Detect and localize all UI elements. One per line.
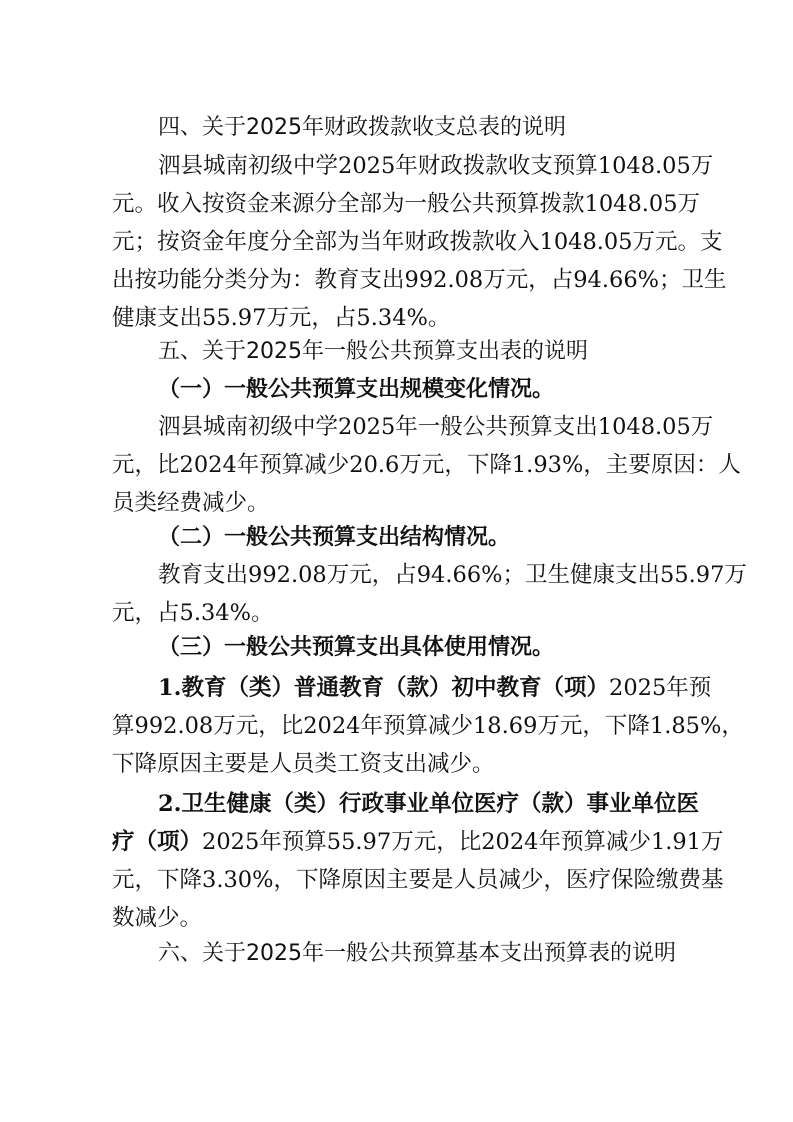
item-1-text: 2025年预 [609,675,712,701]
paragraph-line: 教育支出992.08万元，占94.66%；卫生健康支出55.97万 [158,562,747,588]
item-2-text: 2025年预算55.97万元，比2024年预算减少1.91万 [202,829,724,855]
paragraph-line: 元，比2024年预算减少20.6万元，下降1.93%，主要原因：人 [112,452,741,478]
paragraph-line: 出按功能分类分为：教育支出992.08万元，占94.66%；卫生 [112,267,727,293]
paragraph-line: 员类经费减少。 [112,490,270,516]
item-2-line [112,822,724,862]
section-5-heading: 五、关于2025年一般公共预算支出表的说明 [158,339,588,364]
subsection-2-heading: （二）一般公共预算支出结构情况。 [158,524,511,550]
paragraph-line: 下降原因主要是人员类工资支出减少。 [112,751,495,777]
item-2-title: 2.卫生健康（类）行政事业单位医疗（款）事业单位医 [158,791,699,817]
paragraph-line: 元，占5.34%。 [112,600,274,626]
item-1-title: 1.教育（类）普通教育（款）初中教育（项） [158,675,609,701]
subsection-1-heading: （一）一般公共预算支出规模变化情况。 [158,376,555,402]
subsection-3-heading: （三）一般公共预算支出具体使用情况。 [158,634,555,660]
item-1-line [158,668,712,708]
paragraph-line: 元，下降3.30%，下降原因主要是人员减少，医疗保险缴费基 [112,867,724,893]
section-6-heading: 六、关于2025年一般公共预算基本支出预算表的说明 [158,941,676,966]
paragraph-line: 健康支出55.97万元，占5.34%。 [112,305,451,331]
paragraph-line: 算992.08万元，比2024年预算减少18.69万元，下降1.85%， [112,713,744,739]
item-2-title-end: 疗（项） [112,829,203,855]
paragraph-line: 数减少。 [112,905,203,931]
paragraph-line: 元。收入按资金来源分全部为一般公共预算拨款1048.05万 [112,191,701,217]
paragraph-line: 元；按资金年度分全部为当年财政拨款收入1048.05万元。支 [112,229,723,255]
paragraph-line: 泗县城南初级中学2025年一般公共预算支出1048.05万 [158,414,714,440]
paragraph-line: 泗县城南初级中学2025年财政拨款收支预算1048.05万 [158,153,714,179]
section-4-heading: 四、关于2025年财政拨款收支总表的说明 [158,115,566,140]
